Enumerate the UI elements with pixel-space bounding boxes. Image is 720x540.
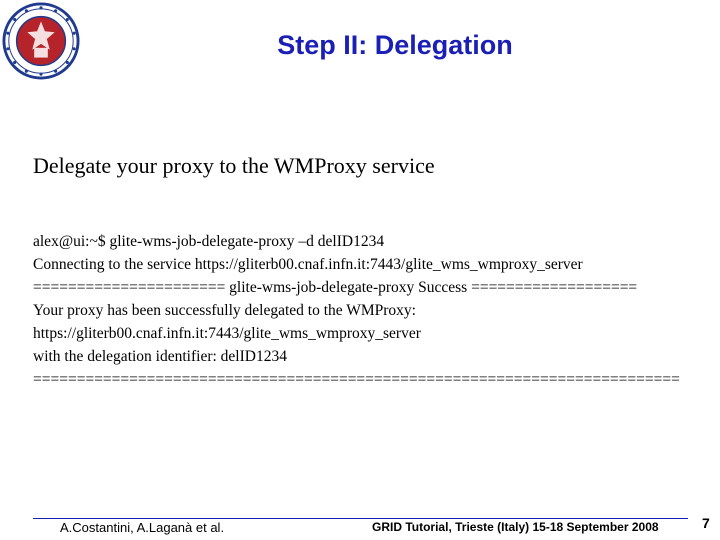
footer-divider	[33, 518, 688, 519]
command-line: alex@ui:~$ glite-wms-job-delegate-proxy –d delID1234	[33, 233, 385, 250]
university-seal-icon	[2, 2, 80, 80]
output-line: with the delegation identifier: delID1234	[33, 348, 287, 365]
output-line: ====================== glite-wms-job-delegate-proxy Success ===================	[33, 279, 638, 296]
footer-event: GRID Tutorial, Trieste (Italy) 15-18 September 2008	[372, 520, 659, 534]
command-output	[33, 230, 693, 391]
output-line: Your proxy has been successfully delegated to the WMProxy:	[33, 302, 416, 319]
output-line: Connecting to the service https://gliterb00.cnaf.infn.it:7443/glite_wms_wmproxy_server	[33, 256, 583, 273]
output-line: https://gliterb00.cnaf.infn.it:7443/glite_wms_wmproxy_server	[33, 325, 421, 342]
slide-title: Step II: Delegation	[277, 30, 513, 60]
output-line: ==========================================================================	[33, 371, 680, 388]
page-number: 7	[702, 515, 710, 531]
slide-subheading: Delegate your proxy to the WMProxy service	[33, 153, 435, 178]
footer-authors: A.Costantini, A.Laganà et al.	[60, 520, 225, 535]
